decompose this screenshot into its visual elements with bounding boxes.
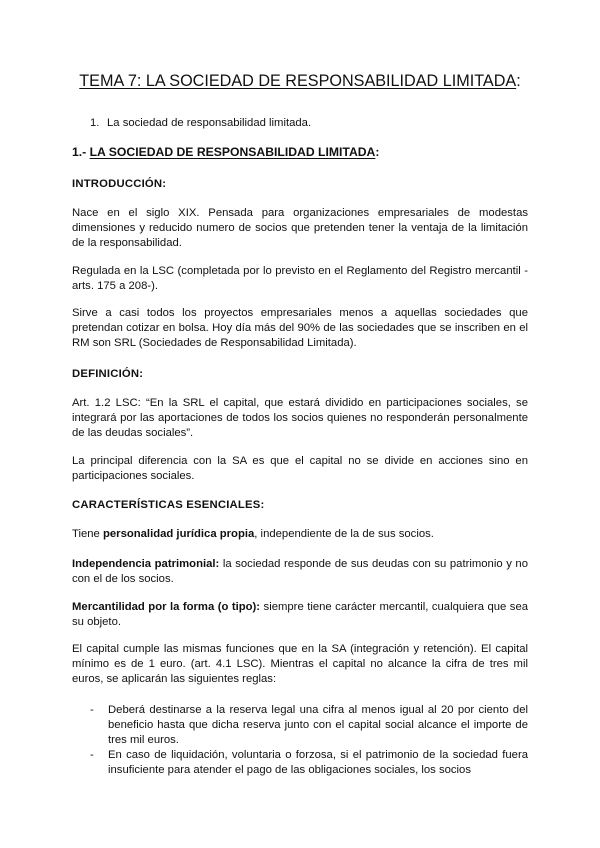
feature-legal-personality: [72, 527, 528, 542]
definition-paragraph-2: La principal diferencia con la SA es que el capital no se divide en acciones sino en participaciones sociales.: [72, 455, 528, 482]
capital-rules-list: [72, 703, 528, 778]
section-prefix: 1.-: [72, 145, 90, 159]
feature-2-post: la sociedad responde de sus deudas con su patrimonio y no con el de los socios.: [72, 558, 528, 585]
section-heading: [72, 145, 528, 160]
list-item-text: Deberá destinarse a la reserva legal una cifra al menos igual al 20 por ciento del beneficio hasta que dicha reserva junto con el capital social alcance el importe de tres mil euros.: [108, 704, 528, 746]
feature-1-post: , independiente de la de sus socios.: [254, 528, 434, 540]
feature-patrimonial-independence: [72, 557, 528, 587]
page-title-suffix: :: [516, 72, 521, 90]
intro-paragraph-3: Sirve a casi todos los proyectos empresariales menos a aquellas sociedades que pretendan cotizar en bolsa. Hoy día más del 90% de las sociedades que se inscriben en el RM son SRL (Sociedades de Responsabilidad Limitada).: [72, 307, 528, 349]
definition-paragraph-1: Art. 1.2 LSC: “En la SRL el capital, que estará dividido en participaciones sociales, se integrará por las aportaciones de todos los socios quienes no responderán personalmente de las deudas sociales”.: [72, 397, 528, 439]
page-title-text: TEMA 7: LA SOCIEDAD DE RESPONSABILIDAD LIMITADA: [79, 72, 517, 90]
feature-mercantility: [72, 600, 528, 630]
definition-heading: DEFINICIÓN:: [72, 368, 144, 380]
feature-3-bold: Mercantilidad por la forma (o tipo):: [72, 601, 261, 613]
toc-item: [90, 116, 311, 131]
intro-heading: INTRODUCCIÓN:: [72, 178, 167, 190]
page-title: [0, 72, 600, 91]
dash-bullet: -: [90, 749, 94, 761]
toc-text: La sociedad de responsabilidad limitada.: [107, 117, 312, 129]
feature-2-bold: Independencia patrimonial:: [72, 558, 220, 570]
toc-number: 1.: [90, 117, 100, 129]
intro-paragraph-2: Regulada en la LSC (completada por lo previsto en el Reglamento del Registro mercantil -arts. 175 a 208-).: [72, 265, 528, 292]
feature-1-pre: Tiene: [72, 528, 103, 540]
feature-1-bold: personalidad jurídica propia: [102, 528, 255, 540]
section-title: LA SOCIEDAD DE RESPONSABILIDAD LIMITADA: [89, 145, 376, 159]
list-item: [72, 748, 528, 778]
section-suffix: :: [375, 145, 380, 159]
capital-paragraph: El capital cumple las mismas funciones que en la SA (integración y retención). El capital mínimo es de 1 euro. (art. 4.1 LSC). Mientras el capital no alcance la cifra de tres mil euros, se aplicarán las siguientes reglas:: [72, 643, 528, 685]
dash-bullet: -: [90, 704, 94, 716]
list-item: [72, 703, 528, 748]
features-heading: CARACTERÍSTICAS ESENCIALES:: [72, 499, 265, 511]
intro-paragraph-1: Nace en el siglo XIX. Pensada para organizaciones empresariales de modestas dimensiones y reducido numero de socios que pretenden tener la ventaja de la limitación de la responsabilidad.: [72, 207, 528, 249]
list-item-text: En caso de liquidación, voluntaria o forzosa, si el patrimonio de la sociedad fuera insuficiente para atender el pago de las obligaciones sociales, los socios: [108, 749, 528, 776]
feature-3-post: siempre tiene carácter mercantil, cualquiera que sea su objeto.: [72, 601, 529, 628]
